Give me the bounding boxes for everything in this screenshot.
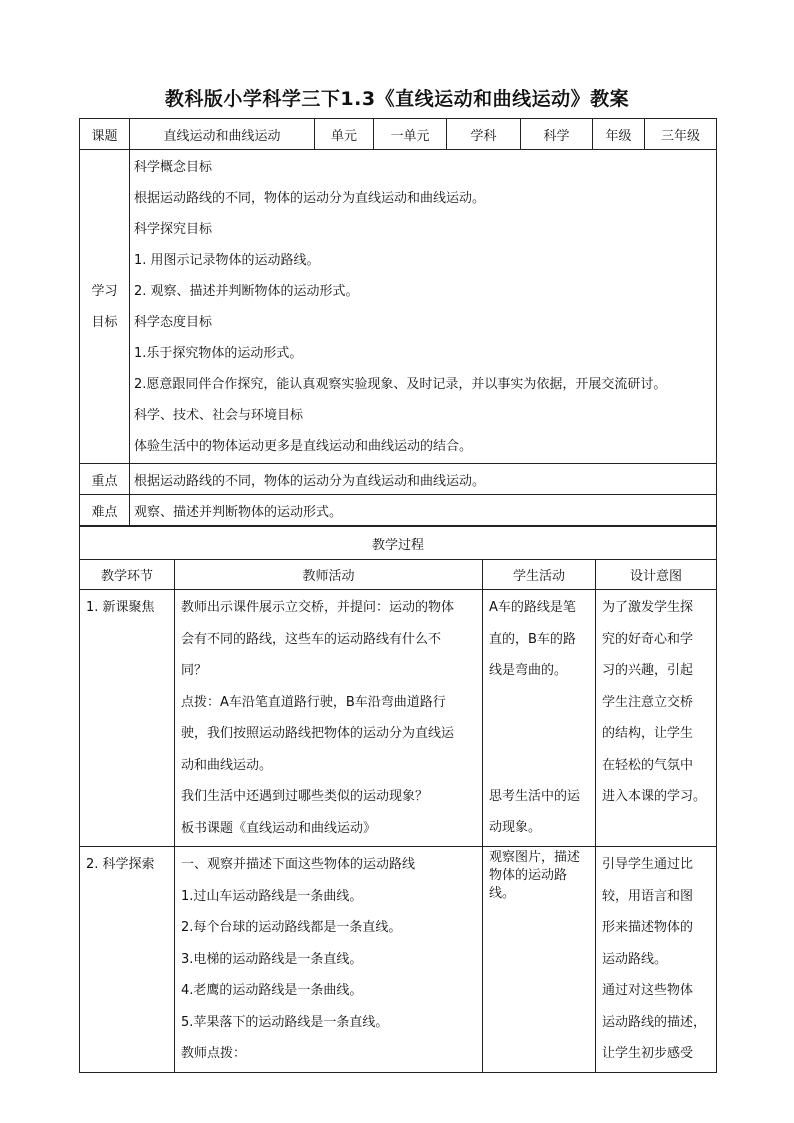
teacher-line: 2.每个台球的运动路线都是一条直线。 <box>181 920 402 935</box>
teacher-line: 点拨：A车沿笔直道路行驶，B车沿弯曲道路行 <box>181 694 446 710</box>
grade-value: 三年级 <box>645 119 717 150</box>
intent-line: 较，用语言和图 <box>602 888 694 904</box>
process-heading: 教学过程 <box>80 527 717 560</box>
stage-cell <box>80 590 175 847</box>
stage-cell <box>80 847 175 1073</box>
goal-line: 科学、技术、社会与环境目标 <box>134 407 304 423</box>
student-line: 线是弯曲的。 <box>489 663 568 678</box>
topic-value: 直线运动和曲线运动 <box>130 119 315 150</box>
teacher-line: 一、观察并描述下面这些物体的运动路线 <box>181 857 416 872</box>
teacher-line: 教师出示课件展示立交桥，并提问：运动的物体 <box>181 600 455 615</box>
intent-line: 习的兴趣，引起 <box>602 663 694 678</box>
grade-label: 年级 <box>593 119 645 150</box>
intent-line: 为了激发学生探 <box>602 600 694 615</box>
intent-line: 引导学生通过比 <box>602 857 694 872</box>
goal-line: 科学概念目标 <box>134 159 213 175</box>
column-header-student: 学生活动 <box>483 560 596 590</box>
teacher-line: 我们生活中还遇到过哪些类似的运动现象？ <box>181 789 429 804</box>
intent-line: 通过对这些物体 <box>602 983 694 998</box>
document-title: 教科版小学科学三下1.3《直线运动和曲线运动》教案 <box>164 88 630 110</box>
teacher-line: 5.苹果落下的运动路线是一条直线。 <box>181 1014 389 1030</box>
subject-label: 学科 <box>447 119 521 150</box>
stage-label: 2. 科学探索 <box>86 857 155 872</box>
design-intent-cell <box>596 847 717 1073</box>
intent-line: 进入本课的学习。 <box>602 789 707 804</box>
intent-line: 让学生初步感受 <box>602 1046 694 1061</box>
goal-line: 根据运动路线的不同，物体的运动分为直线运动和曲线运动。 <box>134 190 486 206</box>
student-line: 物体的运动路线。 <box>489 868 568 901</box>
teacher-line: 会有不同的路线，这些车的运动路线有什么不 <box>181 631 442 647</box>
goal-line: 1. 用图示记录物体的运动路线。 <box>134 252 320 268</box>
student-line: A车的路线是笔 <box>489 600 576 615</box>
student-line: 直的，B车的路 <box>489 631 576 647</box>
teacher-line: 4.老鹰的运动路线是一条曲线。 <box>181 983 363 998</box>
goals-label-line2: 目标 <box>91 314 118 330</box>
goal-line: 2. 观察、描述并判断物体的运动形式。 <box>134 283 359 299</box>
intent-line: 学生注意立交桥 <box>602 694 694 710</box>
student-line: 思考生活中的运 <box>489 788 581 804</box>
goal-line: 1.乐于探究物体的运动形式。 <box>134 345 303 361</box>
unit-label: 单元 <box>315 119 374 150</box>
student-line: 动现象。 <box>489 820 542 835</box>
teacher-activity-cell <box>175 847 483 1073</box>
key-point-label: 重点 <box>80 464 130 495</box>
design-intent-cell <box>596 590 717 847</box>
student-line: 观察图片，描述 <box>489 850 581 865</box>
intent-line: 究的好奇心和学 <box>602 631 694 647</box>
teacher-activity-cell <box>175 590 483 847</box>
unit-value: 一单元 <box>374 119 447 150</box>
process-row <box>80 847 717 1073</box>
info-table <box>79 118 717 526</box>
teacher-line: 教师点拨： <box>181 1046 247 1061</box>
teacher-line: 板书课题《直线运动和曲线运动》 <box>181 820 377 836</box>
intent-line: 运动路线。 <box>602 951 668 967</box>
goals-label <box>80 150 130 464</box>
process-row <box>80 590 717 847</box>
intent-line: 形来描述物体的 <box>602 920 694 935</box>
teacher-line: 动和曲线运动。 <box>181 757 273 773</box>
goal-line: 科学态度目标 <box>134 314 213 330</box>
goals-content <box>130 150 717 464</box>
difficult-point-text: 观察、描述并判断物体的运动形式。 <box>130 495 717 526</box>
teacher-line: 3.电梯的运动路线是一条直线。 <box>181 951 363 967</box>
topic-label: 课题 <box>80 119 130 150</box>
column-header-stage: 教学环节 <box>80 560 175 590</box>
intent-line: 运动路线的描述， <box>602 1014 707 1030</box>
key-point-text: 根据运动路线的不同，物体的运动分为直线运动和曲线运动。 <box>130 464 717 495</box>
intent-line: 的结构，让学生 <box>602 726 694 741</box>
intent-line: 在轻松的气氛中 <box>602 757 694 773</box>
stage-label: 1. 新课聚焦 <box>86 600 155 615</box>
column-header-intent: 设计意图 <box>596 560 717 590</box>
teacher-line: 同？ <box>181 663 208 678</box>
teacher-line: 1.过山车运动路线是一条曲线。 <box>181 888 363 904</box>
process-table <box>79 526 717 1073</box>
difficult-point-label: 难点 <box>80 495 130 526</box>
student-activity-cell <box>483 590 596 847</box>
goal-line: 2.愿意跟同伴合作探究，能认真观察实验现象、及时记录，并以事实为依据，开展交流研讨。 <box>134 376 667 392</box>
goals-label-line1: 学习 <box>91 283 118 299</box>
student-activity-cell <box>483 847 596 1073</box>
teacher-line: 驶，我们按照运动路线把物体的运动分为直线运 <box>181 726 455 741</box>
goal-line: 体验生活中的物体运动更多是直线运动和曲线运动的结合。 <box>134 438 473 454</box>
goal-line: 科学探究目标 <box>134 221 213 237</box>
subject-value: 科学 <box>521 119 593 150</box>
column-header-teacher: 教师活动 <box>175 560 483 590</box>
